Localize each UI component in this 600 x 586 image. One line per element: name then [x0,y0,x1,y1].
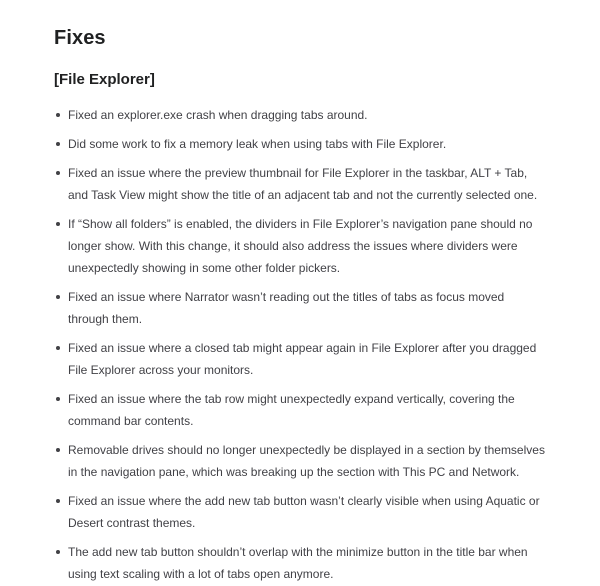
list-item-text [68,104,368,126]
list-item [54,388,582,432]
list-item [54,541,582,585]
list-item-line: through them. [68,312,143,326]
list-item [54,162,582,206]
list-item-line: If “Show all folders” is enabled, the dividers in File Explorer’s navigation pane should no [68,217,533,231]
list-item-line: Did some work to fix a memory leak when using tabs with File Explorer. [68,137,447,151]
bullet-icon [56,448,60,452]
bullet-icon [56,222,60,226]
bullet-icon [56,499,60,503]
list-item-text [68,133,446,155]
list-item [54,286,582,330]
list-item [54,213,582,279]
list-item [54,439,582,483]
bullet-icon [56,550,60,554]
list-item-text [68,162,537,206]
list-item [54,490,582,534]
list-item [54,104,582,126]
list-item-line: Fixed an issue where the tab row might unexpectedly expand vertically, covering the [68,392,515,406]
bullet-icon [56,397,60,401]
list-item-line: longer show. With this change, it should also address the issues where dividers were [68,239,518,253]
list-item-line: unexpectedly showing in some other folder pickers. [68,261,341,275]
list-item-text [68,541,528,585]
list-item-text [68,490,540,534]
page-title: Fixes [54,27,106,49]
list-item-line: Desert contrast themes. [68,516,196,530]
fixes-list [54,104,582,585]
list-item-line: Removable drives should no longer unexpectedly be displayed in a section by themselves [68,443,545,457]
bullet-icon [56,346,60,350]
list-item-text [68,439,545,483]
list-item [54,133,582,155]
bullet-icon [56,171,60,175]
list-item-line: Fixed an issue where a closed tab might appear again in File Explorer after you dragged [68,341,537,355]
list-item-line: Fixed an issue where the preview thumbnail for File Explorer in the taskbar, ALT + Tab, [68,166,528,180]
list-item-text [68,213,532,279]
list-item-line: Fixed an explorer.exe crash when dragging tabs around. [68,108,368,122]
list-item-text [68,337,536,381]
list-item-text [68,388,515,432]
list-item-line: Fixed an issue where Narrator wasn’t reading out the titles of tabs as focus moved [68,290,505,304]
list-item-line: File Explorer across your monitors. [68,363,254,377]
section-heading-file-explorer: [File Explorer] [54,71,155,88]
list-item [54,337,582,381]
list-item-line: using text scaling with a lot of tabs open anymore. [68,567,334,581]
list-item-line: command bar contents. [68,414,194,428]
bullet-icon [56,295,60,299]
bullet-icon [56,113,60,117]
list-item-line: Fixed an issue where the add new tab button wasn’t clearly visible when using Aquatic or [68,494,540,508]
list-item-text [68,286,504,330]
list-item-line: The add new tab button shouldn’t overlap with the minimize button in the title bar when [68,545,528,559]
bullet-icon [56,142,60,146]
list-item-line: in the navigation pane, which was breaking up the section with This PC and Network. [68,465,520,479]
list-item-line: and Task View might show the title of an adjacent tab and not the currently selected one. [68,188,538,202]
